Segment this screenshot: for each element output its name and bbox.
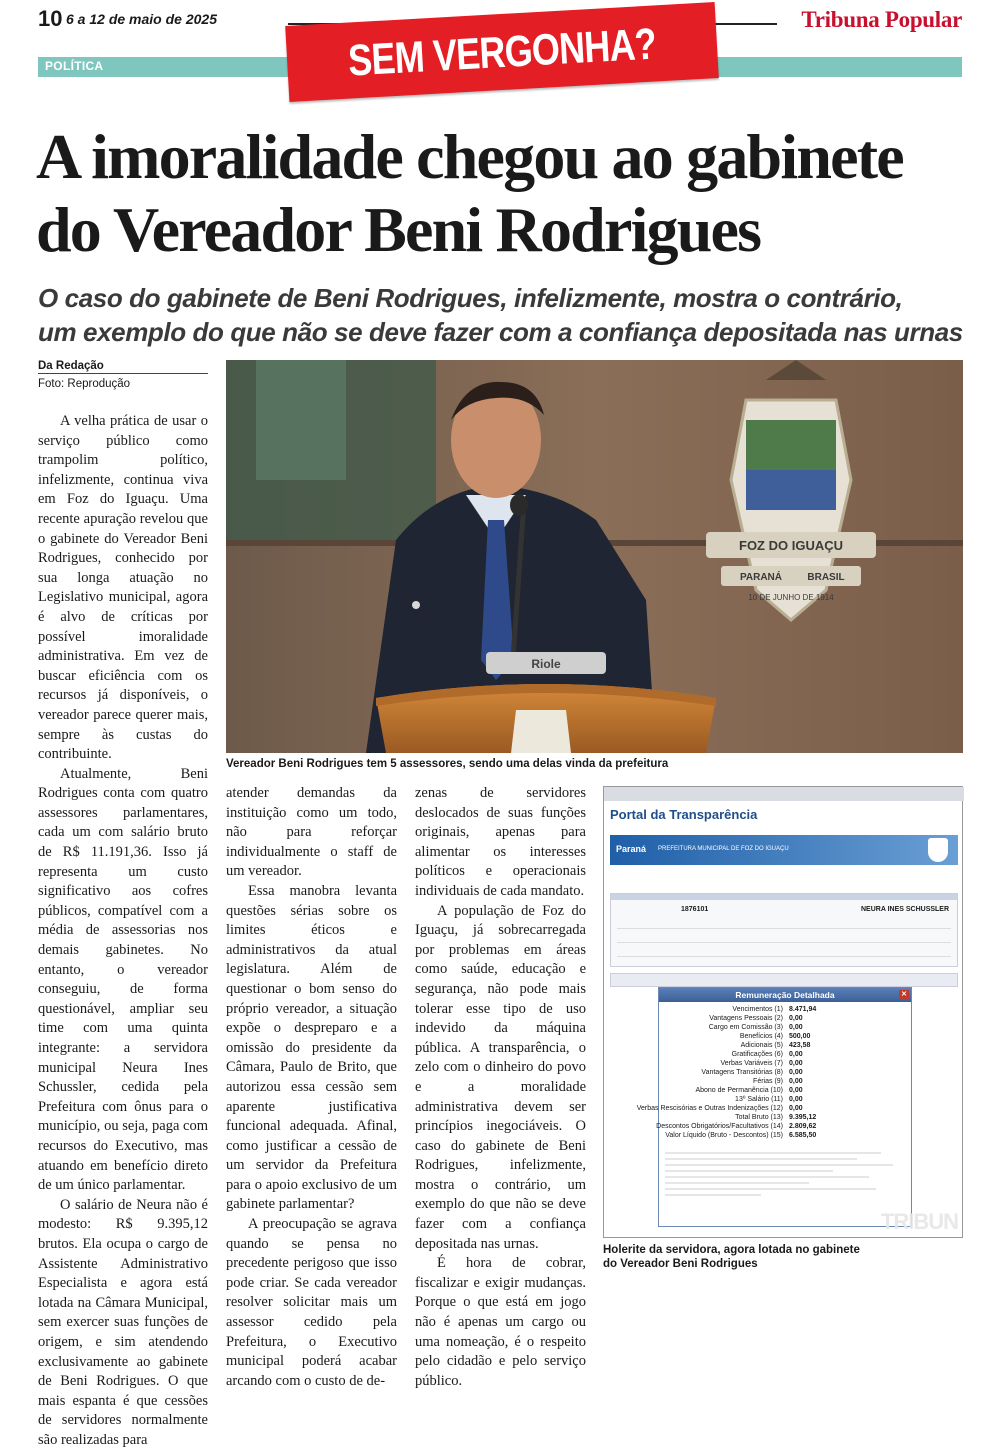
mic-brand-label: Riole bbox=[531, 657, 561, 671]
remuneration-label: Total Bruto (13) bbox=[735, 1114, 783, 1121]
payslip-caption bbox=[603, 1243, 963, 1271]
portal-agency: PREFEITURA MUNICIPAL DE FOZ DO IGUAÇU bbox=[658, 846, 789, 852]
headline bbox=[36, 120, 966, 266]
paragraph: O salário de Neura não é modesto: R$ 9.395,12 brutos. Ela ocupa o cargo de Assistente Administrativo Especialista e agora está lotada na Câmara Municipal, sem exercer suas funções de origem, e sim atendendo exclusivamente ao gabinete de Beni Rodrigues. O que mais espanta é que cessões de servidores normalmente são realizadas para bbox=[38, 1196, 208, 1448]
remuneration-row bbox=[636, 1105, 913, 1114]
remuneration-label: Vantagens Pessoais (2) bbox=[709, 1015, 783, 1022]
remuneration-row bbox=[659, 1132, 913, 1141]
portal-banner bbox=[610, 835, 958, 865]
close-icon[interactable]: ✕ bbox=[899, 990, 909, 1000]
crest-state-text: PARANÁ bbox=[739, 572, 783, 583]
photo-caption: Vereador Beni Rodrigues tem 5 assessores, sendo uma delas vinda da prefeitura bbox=[226, 758, 669, 770]
browser-toolbar bbox=[604, 787, 964, 801]
remuneration-value: 0,00 bbox=[789, 1051, 803, 1058]
kicker-text: SEM VERGONHA? bbox=[346, 19, 658, 86]
remuneration-value: 0,00 bbox=[789, 1060, 803, 1067]
article-column-3 bbox=[415, 784, 586, 1391]
remuneration-row bbox=[659, 1042, 913, 1051]
crest-date-text: 10 DE JUNHO DE 1914 bbox=[748, 593, 834, 602]
remuneration-value: 0,00 bbox=[789, 1015, 803, 1022]
remuneration-popup bbox=[636, 987, 912, 1227]
article-column-1 bbox=[38, 412, 208, 1450]
main-photo bbox=[226, 360, 963, 753]
remuneration-label: Vantagens Transitórias (8) bbox=[701, 1069, 783, 1076]
remuneration-label: Férias (9) bbox=[753, 1078, 783, 1085]
subhead-line-1: O caso do gabinete de Beni Rodrigues, infelizmente, mostra o contrário, bbox=[38, 283, 903, 313]
portal-state: Paraná bbox=[616, 844, 647, 854]
podium bbox=[376, 684, 716, 753]
matricula-value: 1876101 bbox=[681, 906, 709, 913]
payments-table bbox=[610, 973, 958, 987]
section-label: POLÍTICA bbox=[45, 59, 104, 73]
paragraph: Essa manobra levanta questões sérias sobre os limites éticos e administrativos da atual legislatura. Além de questionar o bom senso do próprio vereador, a situação expõe o despreparo e a omissão do presidente da Câmara, Paulo de Brito, que autorizou essa cessão sem aparente justificativa funcional adequada. Afinal, como justificar a cessão de um servidor da Prefeitura para o apoio exclusivo de um gabinete parlamentar? bbox=[226, 882, 397, 1213]
headline-line-1: A imoralidade chegou ao gabinete bbox=[36, 121, 903, 192]
remuneration-label: Verbas Variáveis (7) bbox=[720, 1060, 783, 1067]
remuneration-label: Verbas Rescisórias e Outras Indenizações (12) bbox=[636, 1105, 783, 1112]
headline-line-2: do Vereador Beni Rodrigues bbox=[36, 194, 761, 265]
issue-date: 6 a 12 de maio de 2025 bbox=[66, 11, 217, 27]
paragraph: A preocupação se agrava quando se pensa no precedente perigoso que isso pode criar. Se cada vereador resolver solicitar mais um assessor cedido pela Prefeitura, o Executivo municipal poderá acabar arcando com o custo de de- bbox=[226, 1216, 397, 1389]
remuneration-label: Adicionais (5) bbox=[740, 1042, 783, 1049]
photo-credit: Foto: Reprodução bbox=[38, 378, 131, 390]
paragraph: atender demandas da instituição como um todo, não para reforçar individualmente o staff de um vereador. bbox=[226, 785, 397, 880]
councilman-photo bbox=[226, 360, 963, 753]
paragraph: zenas de servidores deslocados de suas funções originais, apenas para alimentar os interesses políticos e operacionais individuais de cada mandato. bbox=[415, 785, 586, 899]
remuneration-label: Vencimentos (1) bbox=[732, 1006, 783, 1013]
newspaper-logo: Tribuna Popular bbox=[801, 7, 962, 32]
remuneration-value: 0,00 bbox=[789, 1105, 803, 1112]
remuneration-label: 13º Salário (11) bbox=[735, 1096, 783, 1103]
remuneration-row bbox=[659, 1051, 913, 1060]
paragraph: É hora de cobrar, fiscalizar e exigir mudanças. Porque o que está em jogo não é apenas um cargo ou uma nomeação, é o respeito pelo cidadão e pelo serviço público. bbox=[415, 1255, 586, 1389]
portal-title: Portal da Transparência bbox=[610, 807, 758, 822]
watermark: TRIBUN bbox=[880, 1209, 958, 1234]
popup-header bbox=[659, 988, 911, 1002]
remuneration-label: Gratificações (6) bbox=[731, 1051, 783, 1058]
remuneration-value: 500,00 bbox=[789, 1033, 811, 1040]
remuneration-label: Abono de Permanência (10) bbox=[695, 1087, 783, 1094]
remuneration-row bbox=[656, 1123, 913, 1132]
remuneration-row bbox=[659, 1060, 913, 1069]
remuneration-row bbox=[659, 1033, 913, 1042]
remuneration-value: 0,00 bbox=[789, 1078, 803, 1085]
remuneration-row bbox=[659, 1096, 913, 1105]
payslip-screenshot bbox=[603, 786, 963, 1238]
remuneration-row bbox=[659, 1006, 913, 1015]
crest-country-text: BRASIL bbox=[807, 572, 845, 583]
remuneration-value: 8.471,94 bbox=[789, 1006, 817, 1013]
remuneration-value: 2.809,62 bbox=[789, 1123, 817, 1130]
remuneration-label: Cargo em Comissão (3) bbox=[708, 1024, 783, 1031]
remuneration-value: 6.585,50 bbox=[789, 1132, 817, 1139]
payslip-caption-line-1: Holerite da servidora, agora lotada no gabinete bbox=[603, 1244, 860, 1256]
byline: Da Redação bbox=[38, 360, 208, 374]
subheadline bbox=[38, 281, 968, 349]
paragraph: A velha prática de usar o serviço público como trampolim político, infelizmente, continua viva em Foz do Iguaçu. Uma recente apuração revelou que o gabinete do Vereador Beni Rodrigues, conhecido por sua longa atuação no Legislativo municipal, agora é alvo de críticas por possível imoralidade administrativa. Em vez de buscar eficiência com os recursos já disponíveis, o vereador parece querer mais, sempre às custas do contribuinte. bbox=[38, 413, 208, 763]
remuneration-label: Valor Líquido (Bruto - Descontos) (15) bbox=[665, 1132, 783, 1139]
remuneration-row bbox=[659, 1015, 913, 1024]
remuneration-row bbox=[659, 1114, 913, 1123]
paragraph: A população de Foz do Iguaçu, já sobrecarregada por problemas em áreas como saúde, educação e segurança, não pode mais tolerar esse tipo de uso indevido da máquina pública. A transparência, o zelo com o dinheiro do povo e a moralidade administrativa devem ser princípios inegociáveis. O caso do gabinete de Beni Rodrigues, infelizmente, mostra o contrário, um exemplo do que não se deve fazer com a confiança depositada nas urnas. bbox=[415, 902, 586, 1252]
footnotes-block bbox=[665, 1148, 905, 1220]
article-column-2 bbox=[226, 784, 397, 1391]
page-number: 10 bbox=[38, 6, 63, 31]
employee-info-panel bbox=[610, 893, 958, 967]
remuneration-label: Descontos Obrigatórios/Facultativos (14) bbox=[656, 1123, 783, 1130]
remuneration-row bbox=[659, 1078, 913, 1087]
remuneration-value: 0,00 bbox=[789, 1069, 803, 1076]
crest-banner-text: FOZ DO IGUAÇU bbox=[739, 538, 843, 553]
remuneration-row bbox=[659, 1087, 913, 1096]
servidor-name: NEURA INES SCHUSSLER bbox=[861, 906, 950, 913]
subhead-line-2: um exemplo do que não se deve fazer com a confiança depositada nas urnas bbox=[38, 317, 963, 347]
paragraph: Atualmente, Beni Rodrigues conta com quatro assessores parlamentares, cada um com salário bruto de R$ 11.191,36. Isso já representa um custo significativo aos cofres públicos, compatível com a média de assessorias nos demais gabinetes. No entanto, o vereador conseguiu, de forma questionável, ampliar seu time com uma quinta integrante: a servidora municipal Neura Ines Schussler, cedida pela Prefeitura com ônus para o município, ou seja, paga com recursos do Executivo, mas atuando em benefício direto de um único parlamentar. bbox=[38, 765, 208, 1194]
remuneration-row bbox=[659, 1069, 913, 1078]
remuneration-value: 0,00 bbox=[789, 1024, 803, 1031]
remuneration-value: 423,58 bbox=[789, 1042, 811, 1049]
remuneration-label: Benefícios (4) bbox=[739, 1033, 783, 1040]
remuneration-value: 9.395,12 bbox=[789, 1114, 817, 1121]
remuneration-value: 0,00 bbox=[789, 1096, 803, 1103]
payslip-caption-line-2: do Vereador Beni Rodrigues bbox=[603, 1258, 758, 1270]
agency-crest-icon bbox=[928, 838, 948, 862]
remuneration-value: 0,00 bbox=[789, 1087, 803, 1094]
remuneration-row bbox=[659, 1024, 913, 1033]
popup-title: Remuneração Detalhada bbox=[735, 990, 835, 1000]
